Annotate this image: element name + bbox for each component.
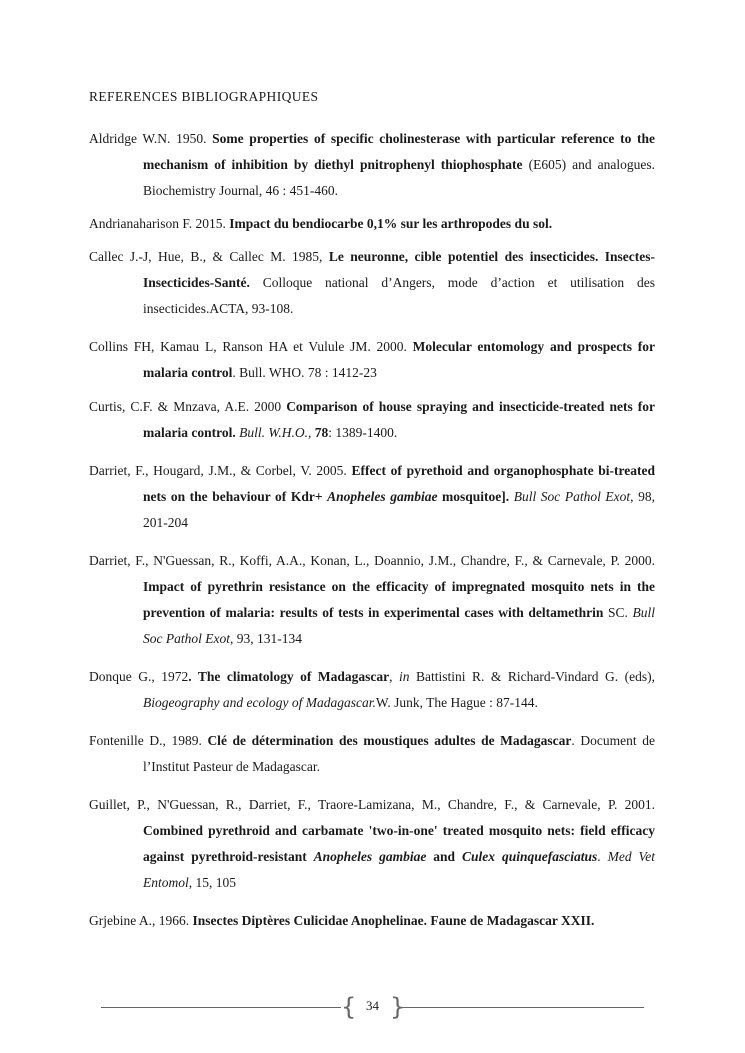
- reference-item: Andrianaharison F. 2015. Impact du bendiocarbe 0,1% sur les arthropodes du sol.: [89, 216, 553, 231]
- reference-list: [89, 126, 655, 934]
- footer-rule-right: [402, 1007, 644, 1008]
- reference-item: Grjebine A., 1966. Insectes Diptères Culicidae Anophelinae. Faune de Madagascar XXII.: [89, 913, 595, 928]
- footer-brace-left: {: [341, 993, 357, 1021]
- reference-item: Darriet, F., N'Guessan, R., Koffi, A.A., Konan, L., Doannio, J.M., Chandre, F., & Carnevale, P. 2000. Impact of pyrethrin resistance on the efficacity of impregnated mosquito nets in the prevention of malaria: results of tests in experimental cases with deltamethrin SC. Bull Soc Pathol Exot, 93, 131-134: [89, 553, 655, 646]
- reference-item: Aldridge W.N. 1950. Some properties of specific cholinesterase with particular reference to the mechanism of inhibition by diethyl pnitrophenyl thiophosphate (E605) and analogues. Biochemistry Journal, 46 : 451-460.: [89, 131, 656, 198]
- page-number: 34: [366, 998, 379, 1013]
- reference-item: Curtis, C.F. & Mnzava, A.E. 2000 Comparison of house spraying and insecticide-treated nets for malaria control. Bull. W.H.O., 78: 1389-1400.: [89, 399, 655, 440]
- reference-item: Guillet, P., N'Guessan, R., Darriet, F., Traore-Lamizana, M., Chandre, F., & Carnevale, P. 2001. Combined pyrethroid and carbamate 'two-in-one' treated mosquito nets: field efficacy against pyrethroid-resistant Anopheles gambiae and Culex quinquefasciatus. Med Vet Entomol, 15, 105: [89, 797, 656, 890]
- reference-item: Donque G., 1972. The climatology of Madagascar, in Battistini R. & Richard-Vindard G. (eds), Biogeography and ecology of Madagascar.W. Junk, The Hague : 87-144.: [89, 669, 656, 710]
- reference-item: Fontenille D., 1989. Clé de détermination des moustiques adultes de Madagascar. Document de l’Institut Pasteur de Madagascar.: [89, 733, 655, 774]
- footer-rule-left: [101, 1007, 341, 1008]
- section-heading: REFERENCES BIBLIOGRAPHIQUES: [89, 89, 319, 104]
- reference-item: Callec J.-J, Hue, B., & Callec M. 1985, Le neuronne, cible potentiel des insecticides. Insectes-Insecticides-Santé. Colloque national d’Angers, mode d’action et utilisation des insecticides.ACTA, 93-108.: [89, 249, 655, 316]
- reference-item: Darriet, F., Hougard, J.M., & Corbel, V. 2005. Effect of pyrethoid and organophosphate bi-treated nets on the behaviour of Kdr+ Anopheles gambiae mosquitoe]. Bull Soc Pathol Exot, 98, 201-204: [89, 463, 655, 530]
- reference-item: Collins FH, Kamau L, Ranson HA et Vulule JM. 2000. Molecular entomology and prospects for malaria control. Bull. WHO. 78 : 1412-23: [89, 339, 655, 380]
- footer-brace-right: }: [390, 993, 406, 1021]
